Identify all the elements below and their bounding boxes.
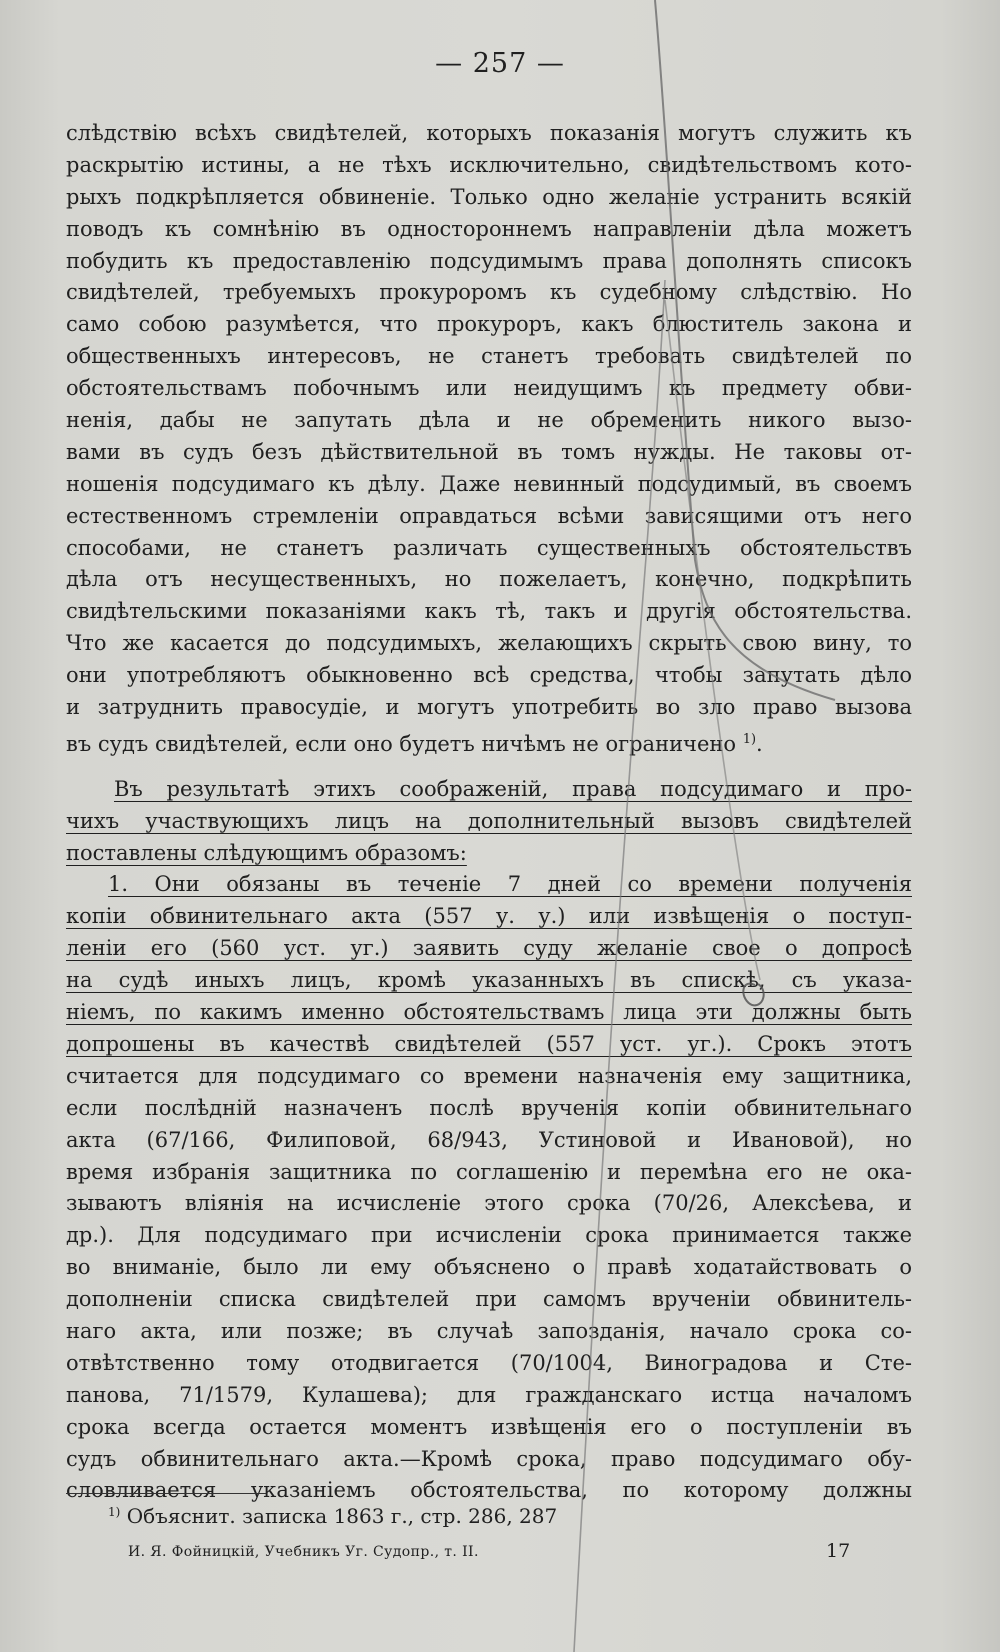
text-line: поводъ къ сомнѣнію въ одностороннемъ направленіи дѣла можетъ (66, 216, 912, 241)
text-line: и затруднить правосудіе, и могутъ употребить во зло право вызова (66, 695, 912, 720)
text-line: свидѣтельскими показаніями какъ тѣ, такъ и другія обстоятельства. (66, 599, 912, 624)
text-line: время избранія защитника по соглашенію и перемѣна его не ока- (66, 1159, 912, 1184)
pencil-line-crossing (665, 300, 760, 980)
text-line: ніемъ, по какимъ именно обстоятельствамъ лица эти должны быть (66, 1000, 912, 1025)
footnote-text: Объяснит. записка 1863 г., стр. 286, 287 (126, 1504, 558, 1528)
footnote-marker: 1) (108, 1505, 121, 1519)
text-line: ненія, дабы не запутать дѣла и не обременить никого вызо- (66, 408, 912, 433)
pencil-circle-mark (743, 984, 763, 1006)
footnote-reference: 1) (742, 731, 757, 747)
text-line: побудить къ предоставленію подсудимымъ права дополнять списокъ (66, 248, 912, 273)
text-line: копіи обвинительнаго акта (557 у. у.) или извѣщенія о поступ- (66, 904, 912, 929)
text-line-content: въ судъ свидѣтелей, если оно будетъ ничѣмъ не ограничено (66, 731, 737, 756)
text-line: слѣдствію всѣхъ свидѣтелей, которыхъ показанія могутъ служить къ (66, 121, 912, 145)
sheet-number: 17 (826, 1540, 851, 1562)
text-line-with-footnote: въ судъ свидѣтелей, если оно будетъ ничѣмъ не ограничено $^{1)}$. (66, 731, 763, 756)
text-line: панова, 71/1579, Кулашева); для гражданскаго истца началомъ (66, 1382, 912, 1407)
text-line: рыхъ подкрѣпляется обвиненіе. Только одно желаніе устранить всякій (66, 184, 912, 209)
text-line: вами въ судъ безъ дѣйствительной въ томъ нужды. Не таковы от- (66, 439, 912, 464)
text-line: если послѣдній назначенъ послѣ врученія копіи обвинительнаго (66, 1095, 912, 1120)
text-line: отвѣтственно тому отодвигается (70/1004, Виноградова и Сте- (66, 1350, 912, 1375)
text-line: дополненіи списка свидѣтелей при самомъ врученіи обвинитель- (66, 1287, 912, 1312)
signature-line: И. Я. Фойницкій, Учебникъ Уг. Судопр., т. II. (128, 1544, 479, 1560)
text-line: само собою разумѣется, что прокуроръ, какъ блюститель закона и (66, 312, 912, 337)
text-line: естественномъ стремленіи оправдаться всѣми зависящими отъ него (66, 503, 912, 528)
text-line: обстоятельствамъ побочнымъ или неидущимъ къ предмету обви- (66, 376, 912, 401)
page-number: — 257 — (435, 48, 565, 79)
text-line: во вниманіе, было ли ему объяснено о правѣ ходатайствовать о (66, 1255, 912, 1280)
text-line: дѣла отъ несущественныхъ, но пожелаетъ, конечно, подкрѣпить (66, 567, 912, 592)
text-line: чихъ участвующихъ лицъ на дополнительный вызовъ свидѣтелей (66, 808, 912, 833)
text-line: Въ результатѣ этихъ соображеній, права подсудимаго и про- (114, 776, 912, 801)
text-line: на судѣ иныхъ лицъ, кромѣ указанныхъ въ спискѣ, съ указа- (66, 968, 912, 993)
pencil-line-diagonal (574, 280, 665, 1652)
text-line: общественныхъ интересовъ, не станетъ требовать свидѣтелей по (66, 344, 912, 369)
text-line: допрошены въ качествѣ свидѣтелей (557 уст. уг.). Срокъ этотъ (66, 1031, 912, 1056)
text-line: леніи его (560 уст. уг.) заявить суду желаніе свое о допросѣ (66, 936, 912, 961)
text-line: они употребляютъ обыкновенно всѣ средства, чтобы запутать дѣло (66, 663, 912, 688)
text-line: наго акта, или позже; въ случаѣ запозданія, начало срока со- (66, 1318, 912, 1343)
text-line: акта (67/166, Филиповой, 68/943, Устиновой и Ивановой), но (66, 1127, 912, 1152)
text-line: поставлены слѣдующимъ образомъ: (66, 840, 467, 865)
text-line: раскрытію истины, а не тѣхъ исключительно, свидѣтельствомъ кото- (66, 152, 912, 177)
text-line: зываютъ вліянія на исчисленіе этого срока (70/26, Алексѣева, и (66, 1191, 912, 1216)
text-line: словливается указаніемъ обстоятельства, по которому должны (66, 1478, 912, 1503)
text-line: Что же касается до подсудимыхъ, желающихъ скрыть свою вину, то (66, 631, 912, 656)
pencil-line-right (655, 0, 835, 700)
text-line: судъ обвинительнаго акта.—Кромѣ срока, право подсудимаго обу- (66, 1446, 912, 1471)
text-line: считается для подсудимаго со времени назначенія ему защитника, (66, 1063, 912, 1088)
text-line: др.). Для подсудимаго при исчисленіи срока принимается также (66, 1223, 912, 1248)
text-line: свидѣтелей, требуемыхъ прокуроромъ къ судебному слѣдствію. Но (66, 280, 912, 305)
text-line: срока всегда остается моментъ извѣщенія его о поступленіи въ (66, 1414, 912, 1439)
text-line: ношенія подсудимаго къ дѣлу. Даже невинный подсудимый, въ своемъ (66, 471, 912, 496)
text-line: способами, не станетъ различать существенныхъ обстоятельствъ (66, 535, 912, 560)
text-line: 1. Они обязаны въ теченіе 7 дней со времени полученія (108, 872, 912, 897)
